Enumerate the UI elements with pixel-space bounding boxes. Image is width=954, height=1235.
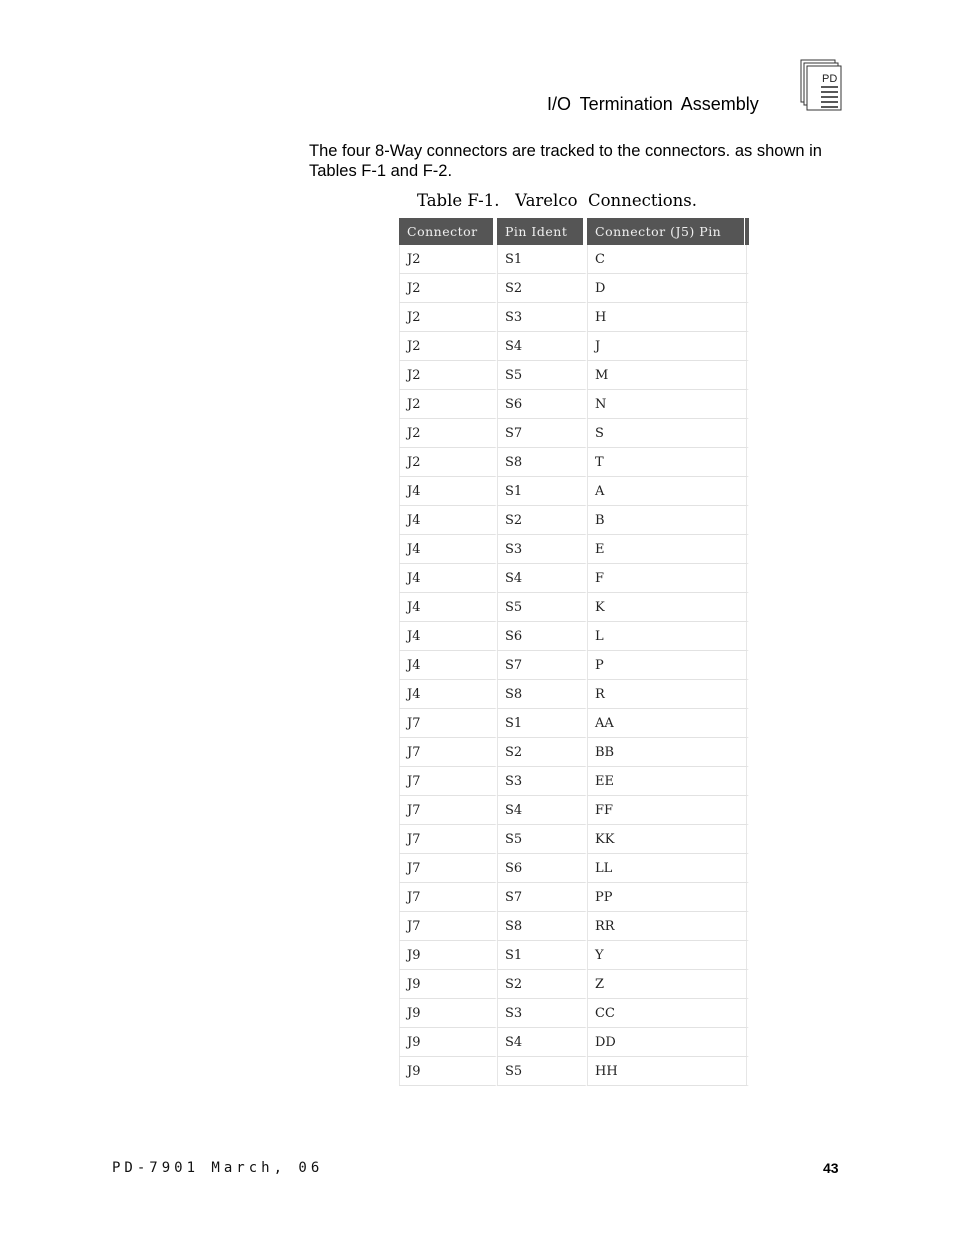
cell-pin-ident: S3 — [497, 999, 587, 1028]
cell-connector: J4 — [399, 651, 497, 680]
logo-label: PD — [822, 73, 838, 85]
table-row — [399, 593, 749, 622]
cell-connector-j5-pin: Y — [587, 941, 749, 970]
table-row — [399, 970, 749, 999]
table-row — [399, 680, 749, 709]
table-row — [399, 361, 749, 390]
cell-connector-j5-pin: K — [587, 593, 749, 622]
table-row — [399, 448, 749, 477]
cell-connector: J9 — [399, 941, 497, 970]
cell-pin-ident: S1 — [497, 941, 587, 970]
cell-connector: J7 — [399, 825, 497, 854]
document-id: PD-7901 March, 06 — [112, 1160, 324, 1176]
cell-connector-j5-pin: B — [587, 506, 749, 535]
table-header-row — [399, 218, 749, 245]
cell-connector: J9 — [399, 970, 497, 999]
cell-connector: J4 — [399, 535, 497, 564]
table-row — [399, 854, 749, 883]
cell-connector-j5-pin: S — [587, 419, 749, 448]
cell-connector-j5-pin: L — [587, 622, 749, 651]
table-row — [399, 1057, 749, 1086]
cell-pin-ident: S7 — [497, 419, 587, 448]
cell-connector: J9 — [399, 1057, 497, 1086]
cell-connector: J7 — [399, 854, 497, 883]
cell-connector-j5-pin: A — [587, 477, 749, 506]
table-row — [399, 796, 749, 825]
cell-pin-ident: S6 — [497, 622, 587, 651]
cell-pin-ident: S4 — [497, 564, 587, 593]
table-row — [399, 999, 749, 1028]
table-row — [399, 651, 749, 680]
cell-connector: J2 — [399, 245, 497, 274]
cell-pin-ident: S2 — [497, 738, 587, 767]
intro-paragraph: The four 8-Way connectors are tracked to the connectors. as shown in Tables F-1 and F-2. — [309, 142, 822, 180]
cell-pin-ident: S3 — [497, 535, 587, 564]
cell-connector-j5-pin: E — [587, 535, 749, 564]
cell-pin-ident: S7 — [497, 883, 587, 912]
cell-pin-ident: S4 — [497, 332, 587, 361]
cell-pin-ident: S3 — [497, 303, 587, 332]
table-row — [399, 332, 749, 361]
cell-connector-j5-pin: PP — [587, 883, 749, 912]
cell-connector: J2 — [399, 361, 497, 390]
cell-connector: J9 — [399, 999, 497, 1028]
table-row — [399, 622, 749, 651]
cell-pin-ident: S2 — [497, 970, 587, 999]
cell-connector-j5-pin: HH — [587, 1057, 749, 1086]
cell-pin-ident: S8 — [497, 448, 587, 477]
cell-connector-j5-pin: J — [587, 332, 749, 361]
cell-connector: J7 — [399, 709, 497, 738]
cell-connector: J4 — [399, 477, 497, 506]
cell-connector-j5-pin: F — [587, 564, 749, 593]
table-row — [399, 912, 749, 941]
cell-connector-j5-pin: EE — [587, 767, 749, 796]
cell-pin-ident: S1 — [497, 245, 587, 274]
table-row — [399, 535, 749, 564]
cell-connector: J7 — [399, 912, 497, 941]
table-row — [399, 303, 749, 332]
cell-connector: J4 — [399, 622, 497, 651]
cell-connector: J9 — [399, 1028, 497, 1057]
cell-pin-ident: S2 — [497, 274, 587, 303]
cell-connector-j5-pin: M — [587, 361, 749, 390]
cell-connector: J2 — [399, 274, 497, 303]
cell-connector: J7 — [399, 767, 497, 796]
cell-connector-j5-pin: BB — [587, 738, 749, 767]
cell-pin-ident: S6 — [497, 390, 587, 419]
pd-document-logo-icon — [800, 59, 842, 111]
cell-pin-ident: S2 — [497, 506, 587, 535]
cell-pin-ident: S3 — [497, 767, 587, 796]
table-caption: Table F-1. Varelco Connections. — [417, 191, 698, 210]
cell-connector: J2 — [399, 448, 497, 477]
table-row — [399, 390, 749, 419]
cell-pin-ident: S5 — [497, 1057, 587, 1086]
table-row — [399, 274, 749, 303]
cell-pin-ident: S1 — [497, 477, 587, 506]
table-row — [399, 245, 749, 274]
table-row — [399, 767, 749, 796]
table-body — [399, 245, 749, 1086]
cell-connector-j5-pin: C — [587, 245, 749, 274]
cell-connector-j5-pin: N — [587, 390, 749, 419]
cell-connector-j5-pin: DD — [587, 1028, 749, 1057]
cell-connector-j5-pin: Z — [587, 970, 749, 999]
cell-connector-j5-pin: P — [587, 651, 749, 680]
table-row — [399, 419, 749, 448]
cell-connector-j5-pin: KK — [587, 825, 749, 854]
cell-pin-ident: S5 — [497, 825, 587, 854]
cell-connector: J4 — [399, 506, 497, 535]
cell-pin-ident: S5 — [497, 361, 587, 390]
cell-pin-ident: S4 — [497, 1028, 587, 1057]
table-row — [399, 1028, 749, 1057]
table-row — [399, 941, 749, 970]
column-header-pin-ident: Pin Ident — [497, 218, 587, 245]
cell-connector-j5-pin: CC — [587, 999, 749, 1028]
cell-connector-j5-pin: FF — [587, 796, 749, 825]
cell-pin-ident: S6 — [497, 854, 587, 883]
cell-pin-ident: S7 — [497, 651, 587, 680]
table-row — [399, 825, 749, 854]
cell-connector: J2 — [399, 303, 497, 332]
cell-connector: J7 — [399, 796, 497, 825]
table-row — [399, 477, 749, 506]
cell-connector-j5-pin: T — [587, 448, 749, 477]
cell-connector-j5-pin: R — [587, 680, 749, 709]
cell-connector-j5-pin: LL — [587, 854, 749, 883]
cell-connector: J2 — [399, 390, 497, 419]
cell-connector: J4 — [399, 593, 497, 622]
table-row — [399, 564, 749, 593]
cell-pin-ident: S8 — [497, 912, 587, 941]
section-title: I/O Termination Assembly — [547, 94, 759, 114]
cell-connector-j5-pin: RR — [587, 912, 749, 941]
table-row — [399, 506, 749, 535]
connections-table — [399, 218, 749, 1086]
cell-connector: J4 — [399, 680, 497, 709]
cell-pin-ident: S8 — [497, 680, 587, 709]
cell-pin-ident: S1 — [497, 709, 587, 738]
cell-connector-j5-pin: D — [587, 274, 749, 303]
cell-connector: J7 — [399, 738, 497, 767]
cell-pin-ident: S4 — [497, 796, 587, 825]
cell-connector-j5-pin: H — [587, 303, 749, 332]
page-number: 43 — [823, 1160, 839, 1176]
cell-connector: J4 — [399, 564, 497, 593]
table-row — [399, 709, 749, 738]
column-header-connector-j5-pin: Connector (J5) Pin — [587, 218, 749, 245]
column-header-connector: Connector — [399, 218, 497, 245]
table-row — [399, 883, 749, 912]
table-row — [399, 738, 749, 767]
cell-connector-j5-pin: AA — [587, 709, 749, 738]
cell-connector: J2 — [399, 419, 497, 448]
cell-connector: J2 — [399, 332, 497, 361]
cell-connector: J7 — [399, 883, 497, 912]
cell-pin-ident: S5 — [497, 593, 587, 622]
